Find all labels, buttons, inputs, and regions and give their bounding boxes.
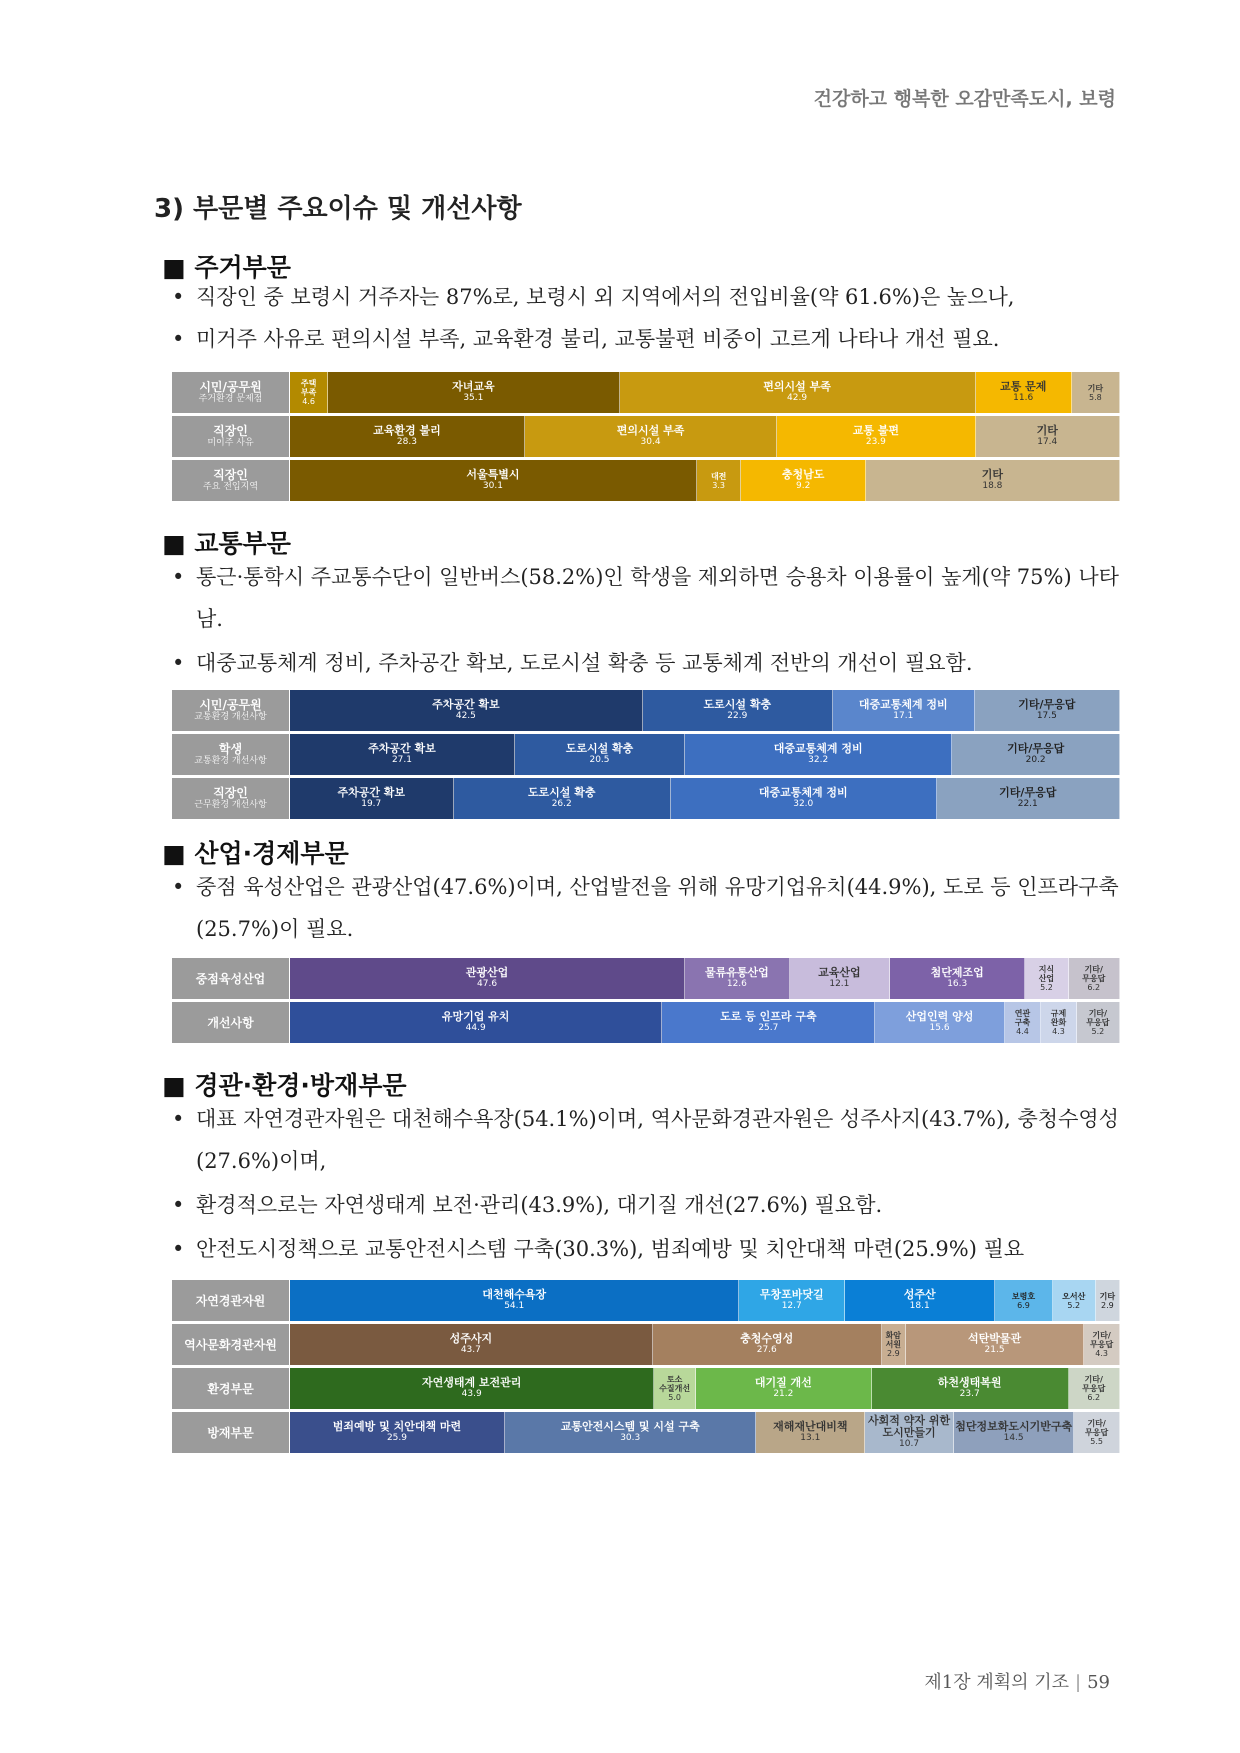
bar-segment: [515, 734, 685, 775]
segment-label: 대기질 개선: [754, 1376, 812, 1389]
segment-label: 도로시설 확충: [565, 742, 634, 755]
chart-housing: [172, 372, 1120, 504]
segment-label: 대전: [710, 471, 727, 481]
segment-label: 주차공간 확보: [368, 742, 436, 755]
segment-label: 기타/: [1084, 1375, 1103, 1384]
bar-segment: [290, 460, 697, 501]
segment-value: 42.5: [455, 711, 476, 721]
segment-label: 도로 등 인프라 구축: [720, 1010, 817, 1023]
segment-value: 15.6: [929, 1023, 950, 1033]
segment-label: 기타: [1036, 424, 1058, 437]
section-title: 3) 부문별 주요이슈 및 개선사항: [154, 194, 522, 224]
bar-segment: [290, 958, 685, 999]
stacked-bar: [290, 1002, 1120, 1043]
row-label-text: 직장인: [213, 424, 248, 438]
segment-label: 기타: [981, 468, 1004, 481]
bullet: • 환경적으로는 자연생태계 보전·관리(43.9%), 대기질 개선(27.6%) 필요함.: [172, 1193, 883, 1217]
bar-segment: [790, 958, 890, 999]
segment-value: 43.7: [460, 1345, 481, 1355]
row-label-text: 환경부문: [207, 1381, 254, 1396]
segment-label: 토소: [666, 1375, 683, 1384]
bar-segment: [937, 778, 1120, 819]
bar-segment: [1096, 1280, 1120, 1321]
chart-row: [172, 1368, 1120, 1409]
segment-label: 교육환경 불리: [373, 424, 441, 437]
bar-segment: [620, 372, 976, 413]
row-label: [172, 372, 290, 413]
segment-label: 무응답: [1082, 974, 1106, 983]
segment-value: 5.8: [1089, 392, 1102, 402]
bar-segment: [290, 1324, 653, 1365]
segment-label: 지식: [1038, 965, 1055, 974]
bar-segment: [756, 1412, 865, 1453]
segment-label: 편의시설 부족: [763, 380, 831, 393]
bar-segment: [1084, 1324, 1120, 1365]
bar-segment: [906, 1324, 1084, 1365]
bar-segment: [1069, 958, 1120, 999]
chart-industry: [172, 958, 1120, 1046]
bullet: • 미거주 사유로 편의시설 부족, 교육환경 불리, 교통불편 비중이 고르게 나타나 개선 필요.: [172, 327, 1000, 351]
row-label-text: 직장인: [213, 786, 248, 800]
segment-value: 9.2: [795, 481, 811, 491]
segment-label: 무응답: [1085, 1428, 1109, 1437]
segment-value: 27.6: [756, 1345, 777, 1355]
segment-label: 자녀교육: [452, 380, 495, 393]
bar-segment: [833, 690, 975, 731]
row-label: [172, 1002, 290, 1043]
segment-label: 성주사지: [449, 1332, 493, 1345]
row-label-text: 자연경관자원: [195, 1293, 266, 1308]
segment-value: 17.5: [1036, 711, 1057, 721]
chart-row: [172, 416, 1120, 457]
segment-value: 5.2: [1067, 1300, 1081, 1310]
bar-segment: [1077, 1002, 1120, 1043]
segment-value: 4.3: [1095, 1349, 1108, 1358]
row-label-sub: 교통환경 개선사항: [194, 712, 267, 722]
bar-segment: [976, 416, 1120, 457]
segment-value: 26.2: [551, 799, 572, 809]
segment-label: 첨단제조업: [930, 966, 984, 979]
bar-segment: [865, 1412, 954, 1453]
segment-label: 성주산: [903, 1288, 936, 1301]
segment-value: 35.1: [463, 393, 484, 403]
segment-label: 충청수영성: [740, 1332, 794, 1345]
segment-value: 5.5: [1090, 1437, 1103, 1446]
segment-label: 부족: [300, 388, 317, 397]
bar-segment: [454, 778, 671, 819]
segment-value: 44.9: [465, 1023, 486, 1033]
stacked-bar: [290, 734, 1120, 775]
segment-label: 구축: [1014, 1018, 1031, 1027]
bar-segment: [290, 1412, 505, 1453]
segment-label: 수질개선: [659, 1384, 691, 1393]
segment-label: 대중교통체계 정비: [773, 742, 863, 755]
segment-value: 4.3: [1052, 1027, 1065, 1036]
segment-label: 기타/무응답: [999, 786, 1057, 799]
bar-segment: [1053, 1280, 1096, 1321]
row-label-text: 직장인: [213, 468, 248, 482]
segment-label: 기타/무응답: [1007, 742, 1065, 755]
segment-label: 첨단정보화도시기반구축: [955, 1420, 1073, 1433]
segment-label: 무응답: [1090, 1340, 1114, 1349]
bar-segment: [290, 1368, 654, 1409]
row-label-sub: 미이주 사유: [207, 438, 254, 448]
segment-label: 기타/: [1088, 1009, 1108, 1018]
segment-label: 대중교통체계 정비: [858, 698, 948, 711]
bullet: • 대표 자연경관자원은 대천해수욕장(54.1%)이며, 역사문화경관자원은 성주사지(43.7%), 충청수영성(27.6%)이며,: [172, 1107, 1119, 1173]
bullet: • 직장인 중 보령시 거주자는 87%로, 보령시 외 지역에서의 전입비율(약 61.6%)은 높으나,: [172, 285, 1015, 309]
stacked-bar: [290, 1368, 1120, 1409]
segment-value: 20.5: [589, 755, 610, 765]
segment-value: 12.1: [829, 979, 850, 989]
segment-value: 32.0: [793, 799, 814, 809]
stacked-bar: [290, 690, 1120, 731]
segment-value: 30.4: [640, 437, 661, 447]
segment-value: 18.8: [982, 481, 1003, 491]
row-label-text: 중점육성산업: [195, 971, 266, 986]
bar-segment: [845, 1280, 995, 1321]
bar-segment: [685, 734, 952, 775]
row-label: [172, 416, 290, 457]
running-header: 건강하고 행복한 오감만족도시, 보령: [813, 88, 1116, 110]
bar-segment: [685, 958, 790, 999]
bar-segment: [653, 1324, 882, 1365]
segment-value: 6.2: [1087, 983, 1101, 992]
segment-value: 43.9: [461, 1389, 482, 1399]
segment-value: 32.2: [808, 755, 829, 765]
chart-row: [172, 460, 1120, 501]
bar-segment: [290, 1280, 739, 1321]
segment-value: 42.9: [787, 393, 808, 403]
segment-label: 대천해수욕장: [482, 1288, 547, 1301]
chart-row: [172, 1002, 1120, 1043]
bar-segment: [890, 958, 1025, 999]
row-label-text: 학생: [218, 742, 243, 756]
segment-value: 5.2: [1091, 1027, 1105, 1036]
segment-value: 54.1: [504, 1301, 525, 1311]
segment-label: 충청남도: [781, 468, 825, 481]
bar-segment: [525, 416, 777, 457]
segment-value: 16.3: [947, 979, 968, 989]
segment-label: 무응답: [1082, 1384, 1106, 1393]
footer-separator: |: [1075, 1672, 1082, 1693]
bar-segment: [952, 734, 1120, 775]
segment-value: 10.7: [899, 1439, 920, 1449]
segment-label: 기타/무응답: [1018, 698, 1076, 711]
row-label-sub: 근무환경 개선사항: [194, 800, 267, 810]
segment-label: 화암: [885, 1331, 902, 1340]
chart-row: [172, 778, 1120, 819]
segment-value: 11.6: [1013, 393, 1034, 403]
segment-label: 규제: [1050, 1009, 1067, 1018]
segment-label: 주차공간 확보: [432, 698, 500, 711]
segment-value: 12.6: [726, 979, 747, 989]
segment-label: 편의시설 부족: [616, 424, 685, 437]
segment-label: 대중교통체계 정비: [758, 786, 848, 799]
segment-label: 물류유통산업: [704, 966, 769, 979]
row-label-text: 시민/공무원: [199, 698, 262, 712]
page-number: 59: [1087, 1672, 1110, 1693]
bar-segment: [696, 1368, 872, 1409]
segment-value: 20.2: [1025, 755, 1046, 765]
segment-value: 5.2: [1040, 983, 1053, 992]
bar-segment: [290, 690, 643, 731]
row-label: [172, 1280, 290, 1321]
bar-segment: [1005, 1002, 1041, 1043]
page-footer: [924, 1668, 1110, 1694]
segment-label: 교통 문제: [1000, 380, 1047, 393]
segment-value: 12.7: [781, 1301, 802, 1311]
segment-label: 오서산: [1062, 1291, 1086, 1301]
bar-segment: [739, 1280, 845, 1321]
segment-value: 13.1: [800, 1433, 821, 1443]
row-label: [172, 1412, 290, 1453]
row-label-text: 방재부문: [207, 1425, 254, 1440]
bar-segment: [976, 372, 1072, 413]
segment-label: 기타/: [1087, 1419, 1106, 1428]
segment-label: 서원: [885, 1340, 902, 1349]
bullet: • 중점 육성산업은 관광산업(47.6%)이며, 산업발전을 위해 유망기업유치(44.9%), 도로 등 인프라구축(25.7%)이 필요.: [172, 875, 1119, 941]
subsection-title-housing: ■ 주거부문: [162, 253, 291, 282]
segment-value: 23.7: [959, 1389, 980, 1399]
bar-segment: [671, 778, 937, 819]
segment-label: 무응답: [1086, 1018, 1110, 1027]
segment-label: 무창포바닷길: [759, 1288, 824, 1301]
chart-row: [172, 1324, 1120, 1365]
segment-value: 22.1: [1017, 799, 1038, 809]
stacked-bar: [290, 372, 1120, 413]
row-label: [172, 778, 290, 819]
stacked-bar: [290, 778, 1120, 819]
segment-value: 6.9: [1017, 1300, 1030, 1310]
stacked-bar: [290, 460, 1120, 501]
segment-label: 재해재난대비책: [773, 1420, 848, 1433]
stacked-bar: [290, 1324, 1120, 1365]
segment-value: 27.1: [391, 755, 412, 765]
stacked-bar: [290, 1280, 1120, 1321]
bullet: • 대중교통체계 정비, 주차공간 확보, 도로시설 확충 등 교통체계 전반의 개선이 필요함.: [172, 651, 973, 675]
segment-label: 유망기업 유치: [441, 1010, 510, 1023]
segment-label: 관광산업: [465, 966, 509, 979]
segment-label: 연관: [1014, 1009, 1031, 1018]
segment-label: 완화: [1050, 1018, 1067, 1027]
stacked-bar: [290, 958, 1120, 999]
bar-segment: [290, 778, 454, 819]
segment-value: 6.2: [1087, 1393, 1101, 1402]
segment-value: 2.9: [1101, 1300, 1114, 1310]
bar-segment: [777, 416, 975, 457]
segment-label: 주차공간 확보: [337, 786, 406, 799]
segment-value: 4.6: [302, 397, 315, 406]
bar-segment: [505, 1412, 756, 1453]
segment-value: 4.4: [1016, 1027, 1029, 1036]
bar-segment: [1041, 1002, 1077, 1043]
segment-value: 3.3: [712, 480, 726, 490]
segment-value: 17.1: [893, 711, 914, 721]
bar-segment: [866, 460, 1120, 501]
bar-segment: [875, 1002, 1004, 1043]
segment-label: 교통안전시스템 및 시설 구축: [560, 1420, 700, 1433]
chart-transport: [172, 690, 1120, 822]
bar-segment: [328, 372, 619, 413]
segment-label: 보령호: [1011, 1291, 1036, 1301]
chart-row: [172, 734, 1120, 775]
segment-value: 25.9: [386, 1433, 407, 1443]
bullet: • 안전도시정책으로 교통안전시스템 구축(30.3%), 범죄예방 및 치안대책 마련(25.9%) 필요: [172, 1237, 1025, 1261]
segment-label: 하천생태복원: [937, 1376, 1002, 1389]
segment-value: 25.7: [758, 1023, 779, 1033]
row-label-sub: 교통환경 개선사항: [194, 756, 267, 766]
segment-value: 2.9: [886, 1349, 900, 1358]
row-label: [172, 1324, 290, 1365]
segment-value: 28.3: [396, 437, 417, 447]
stacked-bar: [290, 1412, 1120, 1453]
segment-value: 22.9: [727, 711, 748, 721]
segment-value: 14.5: [1003, 1433, 1024, 1443]
bar-segment: [654, 1368, 696, 1409]
bar-segment: [1025, 958, 1068, 999]
segment-label: 기타: [1087, 383, 1104, 393]
segment-label: 산업인력 양성: [905, 1010, 974, 1023]
bar-segment: [662, 1002, 875, 1043]
row-label-text: 역사문화경관자원: [184, 1337, 277, 1352]
segment-label: 범죄예방 및 치안대책 마련: [332, 1420, 462, 1433]
segment-value: 47.6: [477, 979, 498, 989]
bullet: • 통근·통학시 주교통수단이 일반버스(58.2%)인 학생을 제외하면 승용차 이용률이 높게(약 75%) 나타남.: [172, 565, 1119, 631]
segment-value: 21.2: [773, 1389, 794, 1399]
segment-label: 석탄박물관: [967, 1332, 1022, 1345]
row-label-sub: 주거환경 문제점: [198, 394, 263, 404]
chart-row: [172, 372, 1120, 413]
subsection-title-landscape: ■ 경관·환경·방재부문: [162, 1071, 407, 1100]
row-label: [172, 690, 290, 731]
bar-segment: [1072, 372, 1120, 413]
bar-segment: [697, 460, 742, 501]
subsection-title-industry: ■ 산업·경제부문: [162, 839, 349, 868]
segment-value: 23.9: [865, 437, 886, 447]
row-label: [172, 958, 290, 999]
bar-segment: [1074, 1412, 1120, 1453]
segment-label: 주택: [300, 379, 317, 388]
chart-row: [172, 1280, 1120, 1321]
segment-value: 30.1: [482, 481, 503, 491]
segment-label: 도로시설 확충: [527, 786, 596, 799]
segment-value: 19.7: [361, 799, 382, 809]
segment-label: 기타/: [1084, 965, 1103, 974]
segment-label: 교육산업: [818, 966, 861, 979]
bar-segment: [872, 1368, 1069, 1409]
segment-value: 18.1: [909, 1301, 930, 1311]
segment-label: 교통 불편: [852, 424, 900, 437]
stacked-bar: [290, 416, 1120, 457]
segment-label: 산업: [1038, 974, 1055, 983]
row-label: [172, 1368, 290, 1409]
bar-segment: [290, 734, 515, 775]
bar-segment: [290, 372, 328, 413]
chart-landscape: [172, 1280, 1120, 1456]
segment-label: 기타/: [1092, 1331, 1111, 1340]
bar-segment: [741, 460, 865, 501]
bar-segment: [290, 416, 525, 457]
row-label: [172, 460, 290, 501]
chart-row: [172, 958, 1120, 999]
chart-row: [172, 690, 1120, 731]
segment-label: 기타: [1099, 1291, 1116, 1301]
bar-segment: [643, 690, 833, 731]
segment-label: 서울특별시: [466, 468, 520, 481]
segment-label: 자연생태계 보전관리: [421, 1376, 522, 1389]
segment-value: 30.3: [620, 1433, 641, 1443]
segment-label: 사회적 약자 위한: [868, 1414, 951, 1427]
bar-segment: [995, 1280, 1052, 1321]
row-label-text: 시민/공무원: [199, 380, 262, 394]
segment-value: 5.0: [668, 1393, 681, 1402]
segment-value: 21.5: [984, 1345, 1005, 1355]
row-label-sub: 주요 전입지역: [202, 482, 259, 492]
bar-segment: [1069, 1368, 1120, 1409]
segment-value: 17.4: [1037, 437, 1058, 447]
bar-segment: [975, 690, 1120, 731]
segment-label: 도로시설 확충: [703, 698, 772, 711]
row-label: [172, 734, 290, 775]
bar-segment: [882, 1324, 906, 1365]
segment-label: 도시만들기: [882, 1426, 936, 1439]
chart-row: [172, 1412, 1120, 1453]
subsection-title-transport: ■ 교통부문: [162, 529, 291, 558]
bar-segment: [954, 1412, 1074, 1453]
bar-segment: [290, 1002, 662, 1043]
row-label-text: 개선사항: [207, 1015, 254, 1030]
footer-chapter: 제1장 계획의 기조: [924, 1672, 1070, 1693]
